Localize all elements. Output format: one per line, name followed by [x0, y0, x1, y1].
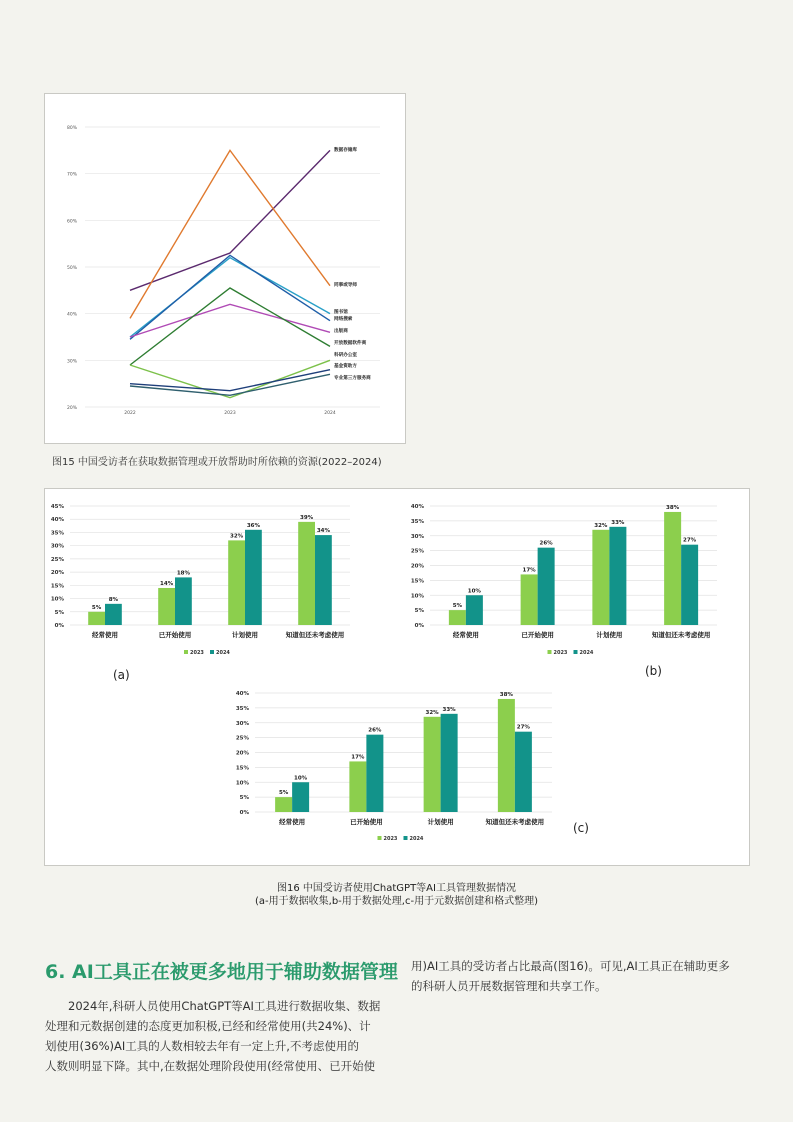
fig16-y-tick: 30%	[410, 533, 424, 540]
left-line-2: 处理和元数据创建的态度更加积极,已经和经常使用(共24%)、计	[45, 1019, 371, 1033]
fig16-data-label: 39%	[300, 514, 314, 521]
fig16-legend-swatch	[574, 650, 578, 654]
fig16-y-tick: 10%	[235, 780, 249, 787]
fig16-legend-label: 2023	[190, 650, 204, 656]
fig16-y-tick: 0%	[239, 810, 249, 816]
right-line-1: 用)AI工具的受访者占比最高(图16)。可见,AI工具正在辅助更多	[411, 959, 730, 973]
fig16-y-tick: 35%	[50, 530, 64, 537]
fig16-category-label: 已开始使用	[521, 631, 554, 639]
fig16-category-label: 经常使用	[92, 631, 118, 639]
fig16-y-tick: 20%	[50, 570, 64, 577]
fig16-data-label: 26%	[539, 540, 553, 547]
fig16-data-label: 32%	[230, 533, 244, 540]
fig15-series-label: 出版商	[334, 329, 348, 334]
fig16-category-label: 计划使用	[596, 631, 623, 639]
fig15-series-label: 数据存储库	[334, 148, 357, 153]
fig16-bar	[88, 612, 105, 625]
fig16-legend-swatch	[378, 836, 382, 840]
fig15-series-label: 网络搜索	[334, 317, 353, 322]
fig16-data-label: 38%	[666, 504, 680, 511]
left-line-4: 人数则明显下降。其中,在数据处理阶段使用(经常使用、已开始使	[45, 1059, 376, 1073]
fig16-data-label: 5%	[278, 790, 289, 797]
fig15-x-tick: 2023	[224, 411, 236, 416]
left-paragraph	[45, 996, 385, 1076]
fig16-data-label: 26%	[368, 727, 382, 734]
fig15-y-tick: 20%	[66, 406, 77, 411]
fig16-bar	[521, 574, 538, 625]
fig16-panel-label: (b)	[645, 664, 662, 678]
fig16-y-tick: 25%	[235, 735, 249, 742]
right-line-2: 的科研人员开展数据管理和共享工作。	[411, 979, 607, 993]
fig15-y-tick: 30%	[66, 359, 77, 365]
fig16-data-label: 38%	[499, 691, 513, 698]
fig15-x-tick: 2024	[324, 411, 336, 416]
fig16-panel-label: (c)	[573, 821, 589, 835]
fig15-series-label: 科研办公室	[334, 353, 357, 358]
fig16-bar	[366, 735, 383, 812]
fig15-y-tick: 40%	[66, 312, 77, 318]
left-line-3: 划使用(36%)AI工具的人数相较去年有一定上升,不考虑使用的	[45, 1039, 359, 1053]
fig16-legend-label: 2024	[579, 650, 594, 656]
fig16-bar	[424, 717, 441, 812]
fig16-data-label: 17%	[351, 754, 365, 761]
fig16-category-label: 知道但还未考虑使用	[651, 631, 711, 639]
fig16-data-label: 17%	[522, 567, 536, 574]
fig16-bar	[681, 545, 698, 625]
fig16-bar	[498, 699, 515, 812]
fig16-y-tick: 35%	[235, 705, 249, 712]
fig16-bar	[298, 522, 315, 625]
fig16-legend-swatch	[404, 836, 408, 840]
right-paragraph	[411, 956, 751, 996]
fig16-data-label: 27%	[683, 537, 697, 544]
fig15-y-tick: 50%	[66, 266, 77, 271]
fig16-y-tick: 25%	[50, 556, 64, 563]
fig16-y-tick: 5%	[414, 608, 424, 615]
fig16-category-label: 已开始使用	[158, 631, 192, 639]
left-line-1: 2024年,科研人员使用ChatGPT等AI工具进行数据收集、数据	[68, 999, 381, 1013]
fig15-caption: 图15 中国受访者在获取数据管理或开放帮助时所依赖的资源(2022–2024)	[52, 457, 382, 468]
fig16-data-label: 10%	[294, 775, 308, 782]
fig16-y-tick: 30%	[50, 543, 64, 550]
fig16-data-label: 14%	[160, 580, 174, 587]
fig16-category-label: 经常使用	[452, 631, 479, 639]
fig16-data-label: 8%	[108, 596, 119, 603]
fig16-y-tick: 15%	[235, 765, 249, 772]
fig15-series-line	[130, 374, 330, 395]
fig16-bar	[515, 732, 532, 812]
fig16-y-tick: 5%	[54, 609, 64, 616]
fig16-bar	[664, 512, 681, 625]
fig15-series-label: 图书馆	[334, 310, 348, 315]
fig16-legend-label: 2024	[409, 836, 424, 842]
fig16-data-label: 32%	[594, 522, 608, 529]
fig15-line-chart	[45, 94, 405, 443]
fig16-category-label: 计划使用	[427, 818, 454, 826]
fig16-y-tick: 40%	[50, 517, 64, 524]
fig16-y-tick: 15%	[50, 583, 64, 590]
fig16-legend-label: 2023	[553, 650, 568, 656]
fig15-frame	[44, 93, 406, 444]
fig16-bar-charts	[45, 489, 749, 865]
fig16-y-tick: 5%	[239, 795, 249, 802]
fig16-data-label: 34%	[316, 528, 330, 535]
fig16-data-label: 33%	[442, 706, 456, 713]
fig16-bar	[592, 530, 609, 625]
fig16-y-tick: 30%	[235, 720, 249, 727]
fig16-y-tick: 10%	[410, 593, 424, 600]
fig16-y-tick: 20%	[235, 750, 249, 757]
fig16-frame	[44, 488, 750, 866]
fig15-series-label: 专业第三方服务商	[334, 376, 371, 381]
fig16-data-label: 10%	[467, 588, 481, 595]
fig16-bar	[449, 610, 466, 625]
fig15-series-line	[130, 150, 330, 318]
fig16-y-tick: 10%	[50, 596, 64, 603]
fig16-data-label: 18%	[176, 570, 190, 577]
fig16-data-label: 27%	[516, 724, 530, 731]
fig16-legend-label: 2023	[383, 836, 398, 842]
fig16-category-label: 知道但还未考虑使用	[285, 631, 345, 639]
fig16-category-label: 计划使用	[232, 631, 258, 639]
fig16-category-label: 已开始使用	[350, 818, 383, 826]
fig16-bar	[245, 530, 262, 625]
fig16-data-label: 36%	[246, 522, 260, 529]
fig16-legend-swatch	[548, 650, 552, 654]
fig16-y-tick: 45%	[50, 504, 64, 510]
fig15-series-line	[130, 304, 330, 337]
fig15-x-tick: 2022	[124, 411, 136, 416]
fig16-legend-label: 2024	[216, 650, 230, 656]
fig16-legend-swatch	[210, 650, 214, 654]
fig16-bar	[228, 540, 245, 625]
fig16-caption-line2: (a-用于数据收集,b-用于数据处理,c-用于元数据创建和格式整理)	[255, 896, 538, 907]
fig16-category-label: 知道但还未考虑使用	[485, 818, 545, 826]
fig16-category-label: 经常使用	[279, 818, 306, 826]
fig16-bar	[315, 535, 332, 625]
fig16-y-tick: 20%	[410, 563, 424, 570]
fig16-y-tick: 40%	[410, 504, 424, 510]
fig16-data-label: 5%	[91, 604, 102, 611]
fig16-y-tick: 0%	[414, 623, 424, 629]
fig15-series-line	[130, 360, 330, 397]
fig16-data-label: 32%	[425, 709, 439, 716]
fig16-data-label: 33%	[611, 519, 625, 526]
fig16-bar	[275, 797, 292, 812]
fig16-data-label: 5%	[452, 603, 463, 610]
fig15-y-tick: 60%	[66, 219, 77, 225]
fig16-bar	[158, 588, 175, 625]
fig16-y-tick: 40%	[235, 691, 249, 697]
fig16-y-tick: 35%	[410, 518, 424, 525]
fig15-series-label: 开放数据软件商	[334, 341, 367, 346]
fig15-y-tick: 80%	[66, 126, 77, 131]
fig16-legend-swatch	[184, 650, 188, 654]
fig16-y-tick: 15%	[410, 578, 424, 585]
fig16-panel-label: (a)	[113, 668, 130, 682]
fig16-bar	[609, 527, 626, 625]
fig16-bar	[441, 714, 458, 812]
fig16-bar	[349, 761, 366, 812]
fig16-bar	[292, 782, 309, 812]
fig16-y-tick: 0%	[54, 623, 64, 629]
fig15-series-line	[130, 258, 330, 337]
fig16-y-tick: 25%	[410, 548, 424, 555]
fig16-bar	[105, 604, 122, 625]
fig16-bar	[175, 577, 192, 625]
fig15-y-tick: 70%	[66, 172, 77, 178]
fig16-caption-line1: 图16 中国受访者使用ChatGPT等AI工具管理数据情况	[277, 883, 516, 894]
fig16-bar	[466, 595, 483, 625]
fig15-series-label: 基金资助方	[334, 364, 357, 369]
fig16-bar	[538, 548, 555, 625]
fig15-series-label: 同事或导师	[334, 283, 357, 288]
section-heading: 6. AI工具正在被更多地用于辅助数据管理	[45, 961, 398, 983]
